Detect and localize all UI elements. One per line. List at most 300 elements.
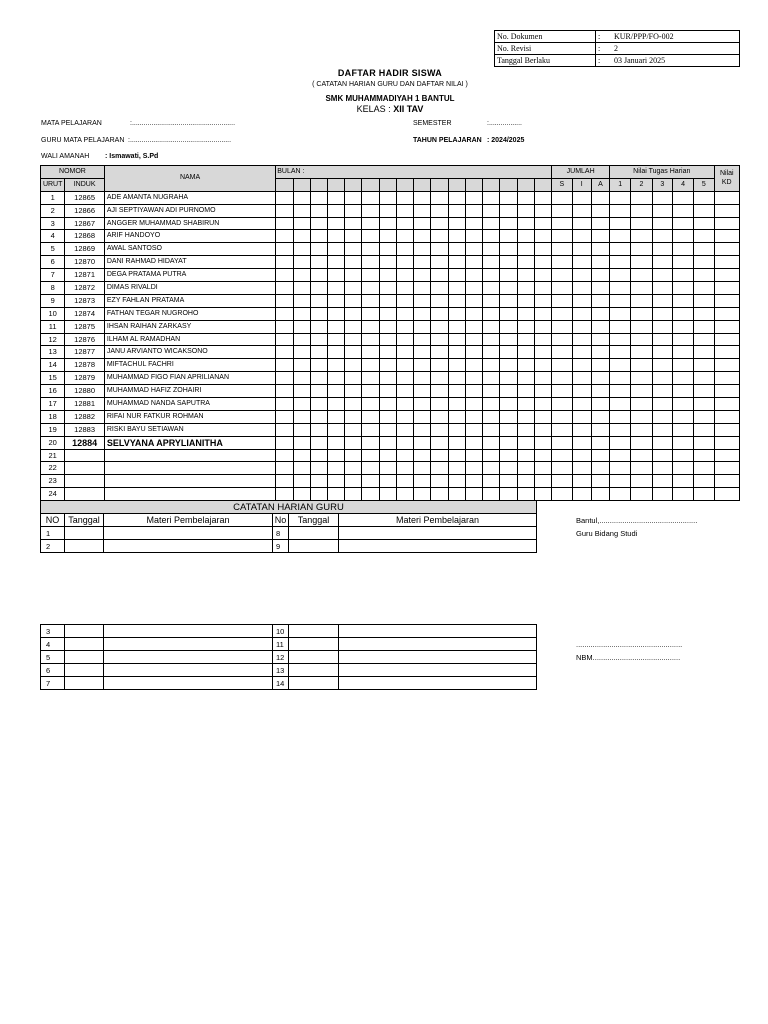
attendance-cell[interactable] xyxy=(327,475,344,488)
attendance-cell[interactable] xyxy=(631,282,652,295)
attendance-cell[interactable] xyxy=(465,230,482,243)
attendance-cell[interactable] xyxy=(379,230,396,243)
attendance-cell[interactable] xyxy=(345,359,362,372)
attendance-cell[interactable] xyxy=(431,217,448,230)
attendance-cell[interactable] xyxy=(431,398,448,411)
attendance-cell[interactable] xyxy=(714,346,740,359)
attendance-cell[interactable] xyxy=(276,398,293,411)
attendance-cell[interactable] xyxy=(345,282,362,295)
attendance-cell[interactable] xyxy=(465,217,482,230)
note-materi-cell-2[interactable] xyxy=(339,625,537,638)
note-materi-cell-2[interactable] xyxy=(339,527,537,540)
attendance-cell[interactable] xyxy=(694,204,714,217)
attendance-cell[interactable] xyxy=(465,398,482,411)
attendance-cell[interactable] xyxy=(431,191,448,204)
attendance-cell[interactable] xyxy=(293,436,310,449)
attendance-cell[interactable] xyxy=(345,475,362,488)
attendance-cell[interactable] xyxy=(362,204,379,217)
attendance-cell[interactable] xyxy=(362,256,379,269)
attendance-cell[interactable] xyxy=(572,488,591,501)
attendance-cell[interactable] xyxy=(327,346,344,359)
attendance-cell[interactable] xyxy=(694,282,714,295)
attendance-cell[interactable] xyxy=(327,243,344,256)
attendance-cell[interactable] xyxy=(714,294,740,307)
attendance-cell[interactable] xyxy=(694,423,714,436)
attendance-cell[interactable] xyxy=(310,307,327,320)
attendance-cell[interactable] xyxy=(379,488,396,501)
attendance-cell[interactable] xyxy=(610,256,631,269)
attendance-cell[interactable] xyxy=(414,398,431,411)
attendance-cell[interactable] xyxy=(327,230,344,243)
attendance-cell[interactable] xyxy=(694,307,714,320)
note-materi-cell-2[interactable] xyxy=(339,651,537,664)
attendance-cell[interactable] xyxy=(517,449,534,462)
attendance-cell[interactable] xyxy=(276,333,293,346)
attendance-cell[interactable] xyxy=(345,204,362,217)
attendance-cell[interactable] xyxy=(610,191,631,204)
attendance-cell[interactable] xyxy=(610,217,631,230)
attendance-cell[interactable] xyxy=(362,294,379,307)
attendance-cell[interactable] xyxy=(362,307,379,320)
attendance-cell[interactable] xyxy=(362,449,379,462)
attendance-cell[interactable] xyxy=(631,204,652,217)
note-materi-cell[interactable] xyxy=(104,527,273,540)
attendance-cell[interactable] xyxy=(672,449,693,462)
attendance-cell[interactable] xyxy=(276,230,293,243)
attendance-cell[interactable] xyxy=(552,294,572,307)
attendance-cell[interactable] xyxy=(396,346,413,359)
attendance-cell[interactable] xyxy=(572,462,591,475)
attendance-cell[interactable] xyxy=(672,346,693,359)
note-date-cell-2[interactable] xyxy=(289,540,339,553)
attendance-cell[interactable] xyxy=(714,269,740,282)
attendance-cell[interactable] xyxy=(327,282,344,295)
attendance-cell[interactable] xyxy=(552,475,572,488)
attendance-cell[interactable] xyxy=(414,346,431,359)
attendance-cell[interactable] xyxy=(293,294,310,307)
attendance-cell[interactable] xyxy=(572,217,591,230)
attendance-cell[interactable] xyxy=(345,436,362,449)
attendance-cell[interactable] xyxy=(293,191,310,204)
note-date-cell-2[interactable] xyxy=(289,651,339,664)
attendance-cell[interactable] xyxy=(396,294,413,307)
attendance-cell[interactable] xyxy=(652,475,672,488)
attendance-cell[interactable] xyxy=(694,294,714,307)
attendance-cell[interactable] xyxy=(572,333,591,346)
attendance-cell[interactable] xyxy=(714,217,740,230)
attendance-cell[interactable] xyxy=(293,243,310,256)
attendance-cell[interactable] xyxy=(345,346,362,359)
attendance-cell[interactable] xyxy=(572,359,591,372)
attendance-cell[interactable] xyxy=(483,282,500,295)
attendance-cell[interactable] xyxy=(310,398,327,411)
note-date-cell[interactable] xyxy=(65,677,104,690)
attendance-cell[interactable] xyxy=(714,372,740,385)
attendance-cell[interactable] xyxy=(276,204,293,217)
attendance-cell[interactable] xyxy=(610,282,631,295)
attendance-cell[interactable] xyxy=(414,243,431,256)
attendance-cell[interactable] xyxy=(345,398,362,411)
attendance-cell[interactable] xyxy=(448,398,465,411)
attendance-cell[interactable] xyxy=(483,462,500,475)
attendance-cell[interactable] xyxy=(362,436,379,449)
attendance-cell[interactable] xyxy=(483,475,500,488)
attendance-cell[interactable] xyxy=(465,307,482,320)
attendance-cell[interactable] xyxy=(465,269,482,282)
attendance-cell[interactable] xyxy=(448,217,465,230)
attendance-cell[interactable] xyxy=(396,398,413,411)
attendance-cell[interactable] xyxy=(362,398,379,411)
attendance-cell[interactable] xyxy=(572,230,591,243)
attendance-cell[interactable] xyxy=(293,385,310,398)
attendance-cell[interactable] xyxy=(483,307,500,320)
attendance-cell[interactable] xyxy=(379,333,396,346)
attendance-cell[interactable] xyxy=(293,282,310,295)
attendance-cell[interactable] xyxy=(379,243,396,256)
attendance-cell[interactable] xyxy=(362,333,379,346)
attendance-cell[interactable] xyxy=(310,359,327,372)
note-date-cell-2[interactable] xyxy=(289,664,339,677)
attendance-cell[interactable] xyxy=(465,449,482,462)
attendance-cell[interactable] xyxy=(483,243,500,256)
attendance-cell[interactable] xyxy=(431,230,448,243)
attendance-cell[interactable] xyxy=(310,269,327,282)
attendance-cell[interactable] xyxy=(310,191,327,204)
attendance-cell[interactable] xyxy=(362,385,379,398)
attendance-cell[interactable] xyxy=(396,243,413,256)
attendance-cell[interactable] xyxy=(483,372,500,385)
attendance-cell[interactable] xyxy=(362,488,379,501)
attendance-cell[interactable] xyxy=(652,269,672,282)
attendance-cell[interactable] xyxy=(465,294,482,307)
attendance-cell[interactable] xyxy=(431,256,448,269)
attendance-cell[interactable] xyxy=(276,423,293,436)
attendance-cell[interactable] xyxy=(500,385,517,398)
attendance-cell[interactable] xyxy=(517,320,534,333)
attendance-cell[interactable] xyxy=(276,282,293,295)
attendance-cell[interactable] xyxy=(500,346,517,359)
attendance-cell[interactable] xyxy=(672,436,693,449)
attendance-cell[interactable] xyxy=(610,320,631,333)
attendance-cell[interactable] xyxy=(631,423,652,436)
attendance-cell[interactable] xyxy=(310,475,327,488)
attendance-cell[interactable] xyxy=(552,359,572,372)
attendance-cell[interactable] xyxy=(714,359,740,372)
attendance-cell[interactable] xyxy=(517,346,534,359)
attendance-cell[interactable] xyxy=(517,423,534,436)
attendance-cell[interactable] xyxy=(694,462,714,475)
attendance-cell[interactable] xyxy=(293,320,310,333)
attendance-cell[interactable] xyxy=(362,191,379,204)
note-date-cell-2[interactable] xyxy=(289,638,339,651)
attendance-cell[interactable] xyxy=(500,488,517,501)
attendance-cell[interactable] xyxy=(276,449,293,462)
attendance-cell[interactable] xyxy=(500,423,517,436)
attendance-cell[interactable] xyxy=(631,410,652,423)
attendance-cell[interactable] xyxy=(534,230,551,243)
attendance-cell[interactable] xyxy=(431,282,448,295)
attendance-cell[interactable] xyxy=(500,410,517,423)
attendance-cell[interactable] xyxy=(396,462,413,475)
attendance-cell[interactable] xyxy=(572,436,591,449)
note-materi-cell[interactable] xyxy=(104,638,273,651)
attendance-cell[interactable] xyxy=(517,385,534,398)
attendance-cell[interactable] xyxy=(694,243,714,256)
attendance-cell[interactable] xyxy=(694,320,714,333)
attendance-cell[interactable] xyxy=(631,385,652,398)
note-date-cell-2[interactable] xyxy=(289,677,339,690)
attendance-cell[interactable] xyxy=(652,307,672,320)
note-date-cell[interactable] xyxy=(65,540,104,553)
attendance-cell[interactable] xyxy=(483,230,500,243)
attendance-cell[interactable] xyxy=(310,217,327,230)
attendance-cell[interactable] xyxy=(631,449,652,462)
attendance-cell[interactable] xyxy=(396,307,413,320)
attendance-cell[interactable] xyxy=(362,475,379,488)
attendance-cell[interactable] xyxy=(534,333,551,346)
attendance-cell[interactable] xyxy=(431,372,448,385)
attendance-cell[interactable] xyxy=(414,488,431,501)
attendance-cell[interactable] xyxy=(327,488,344,501)
attendance-cell[interactable] xyxy=(534,294,551,307)
attendance-cell[interactable] xyxy=(483,449,500,462)
attendance-cell[interactable] xyxy=(552,204,572,217)
note-materi-cell-2[interactable] xyxy=(339,638,537,651)
attendance-cell[interactable] xyxy=(276,475,293,488)
attendance-cell[interactable] xyxy=(517,294,534,307)
attendance-cell[interactable] xyxy=(517,282,534,295)
attendance-cell[interactable] xyxy=(310,423,327,436)
attendance-cell[interactable] xyxy=(517,204,534,217)
attendance-cell[interactable] xyxy=(694,359,714,372)
attendance-cell[interactable] xyxy=(293,359,310,372)
attendance-cell[interactable] xyxy=(694,449,714,462)
attendance-cell[interactable] xyxy=(414,436,431,449)
attendance-cell[interactable] xyxy=(448,372,465,385)
attendance-cell[interactable] xyxy=(610,423,631,436)
attendance-cell[interactable] xyxy=(379,385,396,398)
attendance-cell[interactable] xyxy=(534,449,551,462)
attendance-cell[interactable] xyxy=(500,462,517,475)
attendance-cell[interactable] xyxy=(591,346,609,359)
attendance-cell[interactable] xyxy=(672,488,693,501)
attendance-cell[interactable] xyxy=(631,372,652,385)
attendance-cell[interactable] xyxy=(552,385,572,398)
attendance-cell[interactable] xyxy=(276,372,293,385)
attendance-cell[interactable] xyxy=(465,282,482,295)
attendance-cell[interactable] xyxy=(591,436,609,449)
attendance-cell[interactable] xyxy=(465,475,482,488)
attendance-cell[interactable] xyxy=(534,282,551,295)
attendance-cell[interactable] xyxy=(293,269,310,282)
attendance-cell[interactable] xyxy=(483,204,500,217)
attendance-cell[interactable] xyxy=(379,398,396,411)
attendance-cell[interactable] xyxy=(431,410,448,423)
attendance-cell[interactable] xyxy=(572,398,591,411)
attendance-cell[interactable] xyxy=(483,436,500,449)
attendance-cell[interactable] xyxy=(362,359,379,372)
attendance-cell[interactable] xyxy=(483,217,500,230)
attendance-cell[interactable] xyxy=(552,320,572,333)
attendance-cell[interactable] xyxy=(379,191,396,204)
attendance-cell[interactable] xyxy=(483,256,500,269)
attendance-cell[interactable] xyxy=(694,269,714,282)
attendance-cell[interactable] xyxy=(591,423,609,436)
attendance-cell[interactable] xyxy=(591,230,609,243)
attendance-cell[interactable] xyxy=(631,359,652,372)
attendance-cell[interactable] xyxy=(448,320,465,333)
attendance-cell[interactable] xyxy=(610,385,631,398)
attendance-cell[interactable] xyxy=(714,256,740,269)
attendance-cell[interactable] xyxy=(345,217,362,230)
attendance-cell[interactable] xyxy=(694,436,714,449)
attendance-cell[interactable] xyxy=(652,436,672,449)
attendance-cell[interactable] xyxy=(572,346,591,359)
attendance-cell[interactable] xyxy=(517,217,534,230)
note-date-cell[interactable] xyxy=(65,664,104,677)
attendance-cell[interactable] xyxy=(465,385,482,398)
attendance-cell[interactable] xyxy=(714,385,740,398)
attendance-cell[interactable] xyxy=(631,333,652,346)
attendance-cell[interactable] xyxy=(345,333,362,346)
attendance-cell[interactable] xyxy=(293,230,310,243)
attendance-cell[interactable] xyxy=(276,410,293,423)
attendance-cell[interactable] xyxy=(379,372,396,385)
attendance-cell[interactable] xyxy=(500,294,517,307)
attendance-cell[interactable] xyxy=(652,488,672,501)
attendance-cell[interactable] xyxy=(534,398,551,411)
attendance-cell[interactable] xyxy=(327,462,344,475)
attendance-cell[interactable] xyxy=(327,436,344,449)
attendance-cell[interactable] xyxy=(379,282,396,295)
attendance-cell[interactable] xyxy=(327,333,344,346)
attendance-cell[interactable] xyxy=(652,230,672,243)
attendance-cell[interactable] xyxy=(572,320,591,333)
attendance-cell[interactable] xyxy=(448,449,465,462)
attendance-cell[interactable] xyxy=(652,217,672,230)
attendance-cell[interactable] xyxy=(293,475,310,488)
attendance-cell[interactable] xyxy=(431,346,448,359)
attendance-cell[interactable] xyxy=(483,398,500,411)
attendance-cell[interactable] xyxy=(631,217,652,230)
attendance-cell[interactable] xyxy=(500,372,517,385)
attendance-cell[interactable] xyxy=(431,488,448,501)
attendance-cell[interactable] xyxy=(714,475,740,488)
attendance-cell[interactable] xyxy=(534,256,551,269)
attendance-cell[interactable] xyxy=(293,217,310,230)
attendance-cell[interactable] xyxy=(276,462,293,475)
attendance-cell[interactable] xyxy=(293,449,310,462)
attendance-cell[interactable] xyxy=(672,191,693,204)
attendance-cell[interactable] xyxy=(310,230,327,243)
attendance-cell[interactable] xyxy=(591,243,609,256)
attendance-cell[interactable] xyxy=(414,410,431,423)
attendance-cell[interactable] xyxy=(310,346,327,359)
attendance-cell[interactable] xyxy=(310,462,327,475)
attendance-cell[interactable] xyxy=(517,475,534,488)
attendance-cell[interactable] xyxy=(631,294,652,307)
attendance-cell[interactable] xyxy=(327,449,344,462)
attendance-cell[interactable] xyxy=(448,294,465,307)
attendance-cell[interactable] xyxy=(552,372,572,385)
attendance-cell[interactable] xyxy=(414,294,431,307)
attendance-cell[interactable] xyxy=(610,333,631,346)
attendance-cell[interactable] xyxy=(293,307,310,320)
attendance-cell[interactable] xyxy=(414,423,431,436)
attendance-cell[interactable] xyxy=(276,307,293,320)
attendance-cell[interactable] xyxy=(714,243,740,256)
attendance-cell[interactable] xyxy=(327,385,344,398)
attendance-cell[interactable] xyxy=(276,320,293,333)
attendance-cell[interactable] xyxy=(345,294,362,307)
attendance-cell[interactable] xyxy=(345,230,362,243)
attendance-cell[interactable] xyxy=(534,385,551,398)
attendance-cell[interactable] xyxy=(465,410,482,423)
attendance-cell[interactable] xyxy=(379,269,396,282)
attendance-cell[interactable] xyxy=(500,282,517,295)
note-materi-cell[interactable] xyxy=(104,540,273,553)
attendance-cell[interactable] xyxy=(276,256,293,269)
attendance-cell[interactable] xyxy=(310,385,327,398)
attendance-cell[interactable] xyxy=(714,423,740,436)
attendance-cell[interactable] xyxy=(552,346,572,359)
attendance-cell[interactable] xyxy=(652,294,672,307)
attendance-cell[interactable] xyxy=(327,307,344,320)
attendance-cell[interactable] xyxy=(672,398,693,411)
attendance-cell[interactable] xyxy=(500,256,517,269)
note-materi-cell-2[interactable] xyxy=(339,677,537,690)
attendance-cell[interactable] xyxy=(572,385,591,398)
attendance-cell[interactable] xyxy=(396,385,413,398)
attendance-cell[interactable] xyxy=(517,269,534,282)
attendance-cell[interactable] xyxy=(631,256,652,269)
attendance-cell[interactable] xyxy=(345,385,362,398)
attendance-cell[interactable] xyxy=(652,398,672,411)
attendance-cell[interactable] xyxy=(465,320,482,333)
attendance-cell[interactable] xyxy=(534,243,551,256)
attendance-cell[interactable] xyxy=(500,217,517,230)
attendance-cell[interactable] xyxy=(379,449,396,462)
attendance-cell[interactable] xyxy=(500,307,517,320)
attendance-cell[interactable] xyxy=(517,191,534,204)
attendance-cell[interactable] xyxy=(714,436,740,449)
attendance-cell[interactable] xyxy=(672,243,693,256)
attendance-cell[interactable] xyxy=(379,462,396,475)
attendance-cell[interactable] xyxy=(714,410,740,423)
attendance-cell[interactable] xyxy=(552,269,572,282)
attendance-cell[interactable] xyxy=(465,359,482,372)
attendance-cell[interactable] xyxy=(610,449,631,462)
attendance-cell[interactable] xyxy=(379,217,396,230)
attendance-cell[interactable] xyxy=(610,475,631,488)
attendance-cell[interactable] xyxy=(483,320,500,333)
attendance-cell[interactable] xyxy=(362,372,379,385)
attendance-cell[interactable] xyxy=(672,256,693,269)
attendance-cell[interactable] xyxy=(327,410,344,423)
attendance-cell[interactable] xyxy=(552,398,572,411)
attendance-cell[interactable] xyxy=(414,204,431,217)
attendance-cell[interactable] xyxy=(534,423,551,436)
attendance-cell[interactable] xyxy=(310,294,327,307)
attendance-cell[interactable] xyxy=(552,230,572,243)
attendance-cell[interactable] xyxy=(517,333,534,346)
attendance-cell[interactable] xyxy=(714,488,740,501)
attendance-cell[interactable] xyxy=(572,423,591,436)
attendance-cell[interactable] xyxy=(552,217,572,230)
attendance-cell[interactable] xyxy=(310,333,327,346)
attendance-cell[interactable] xyxy=(431,423,448,436)
attendance-cell[interactable] xyxy=(672,423,693,436)
